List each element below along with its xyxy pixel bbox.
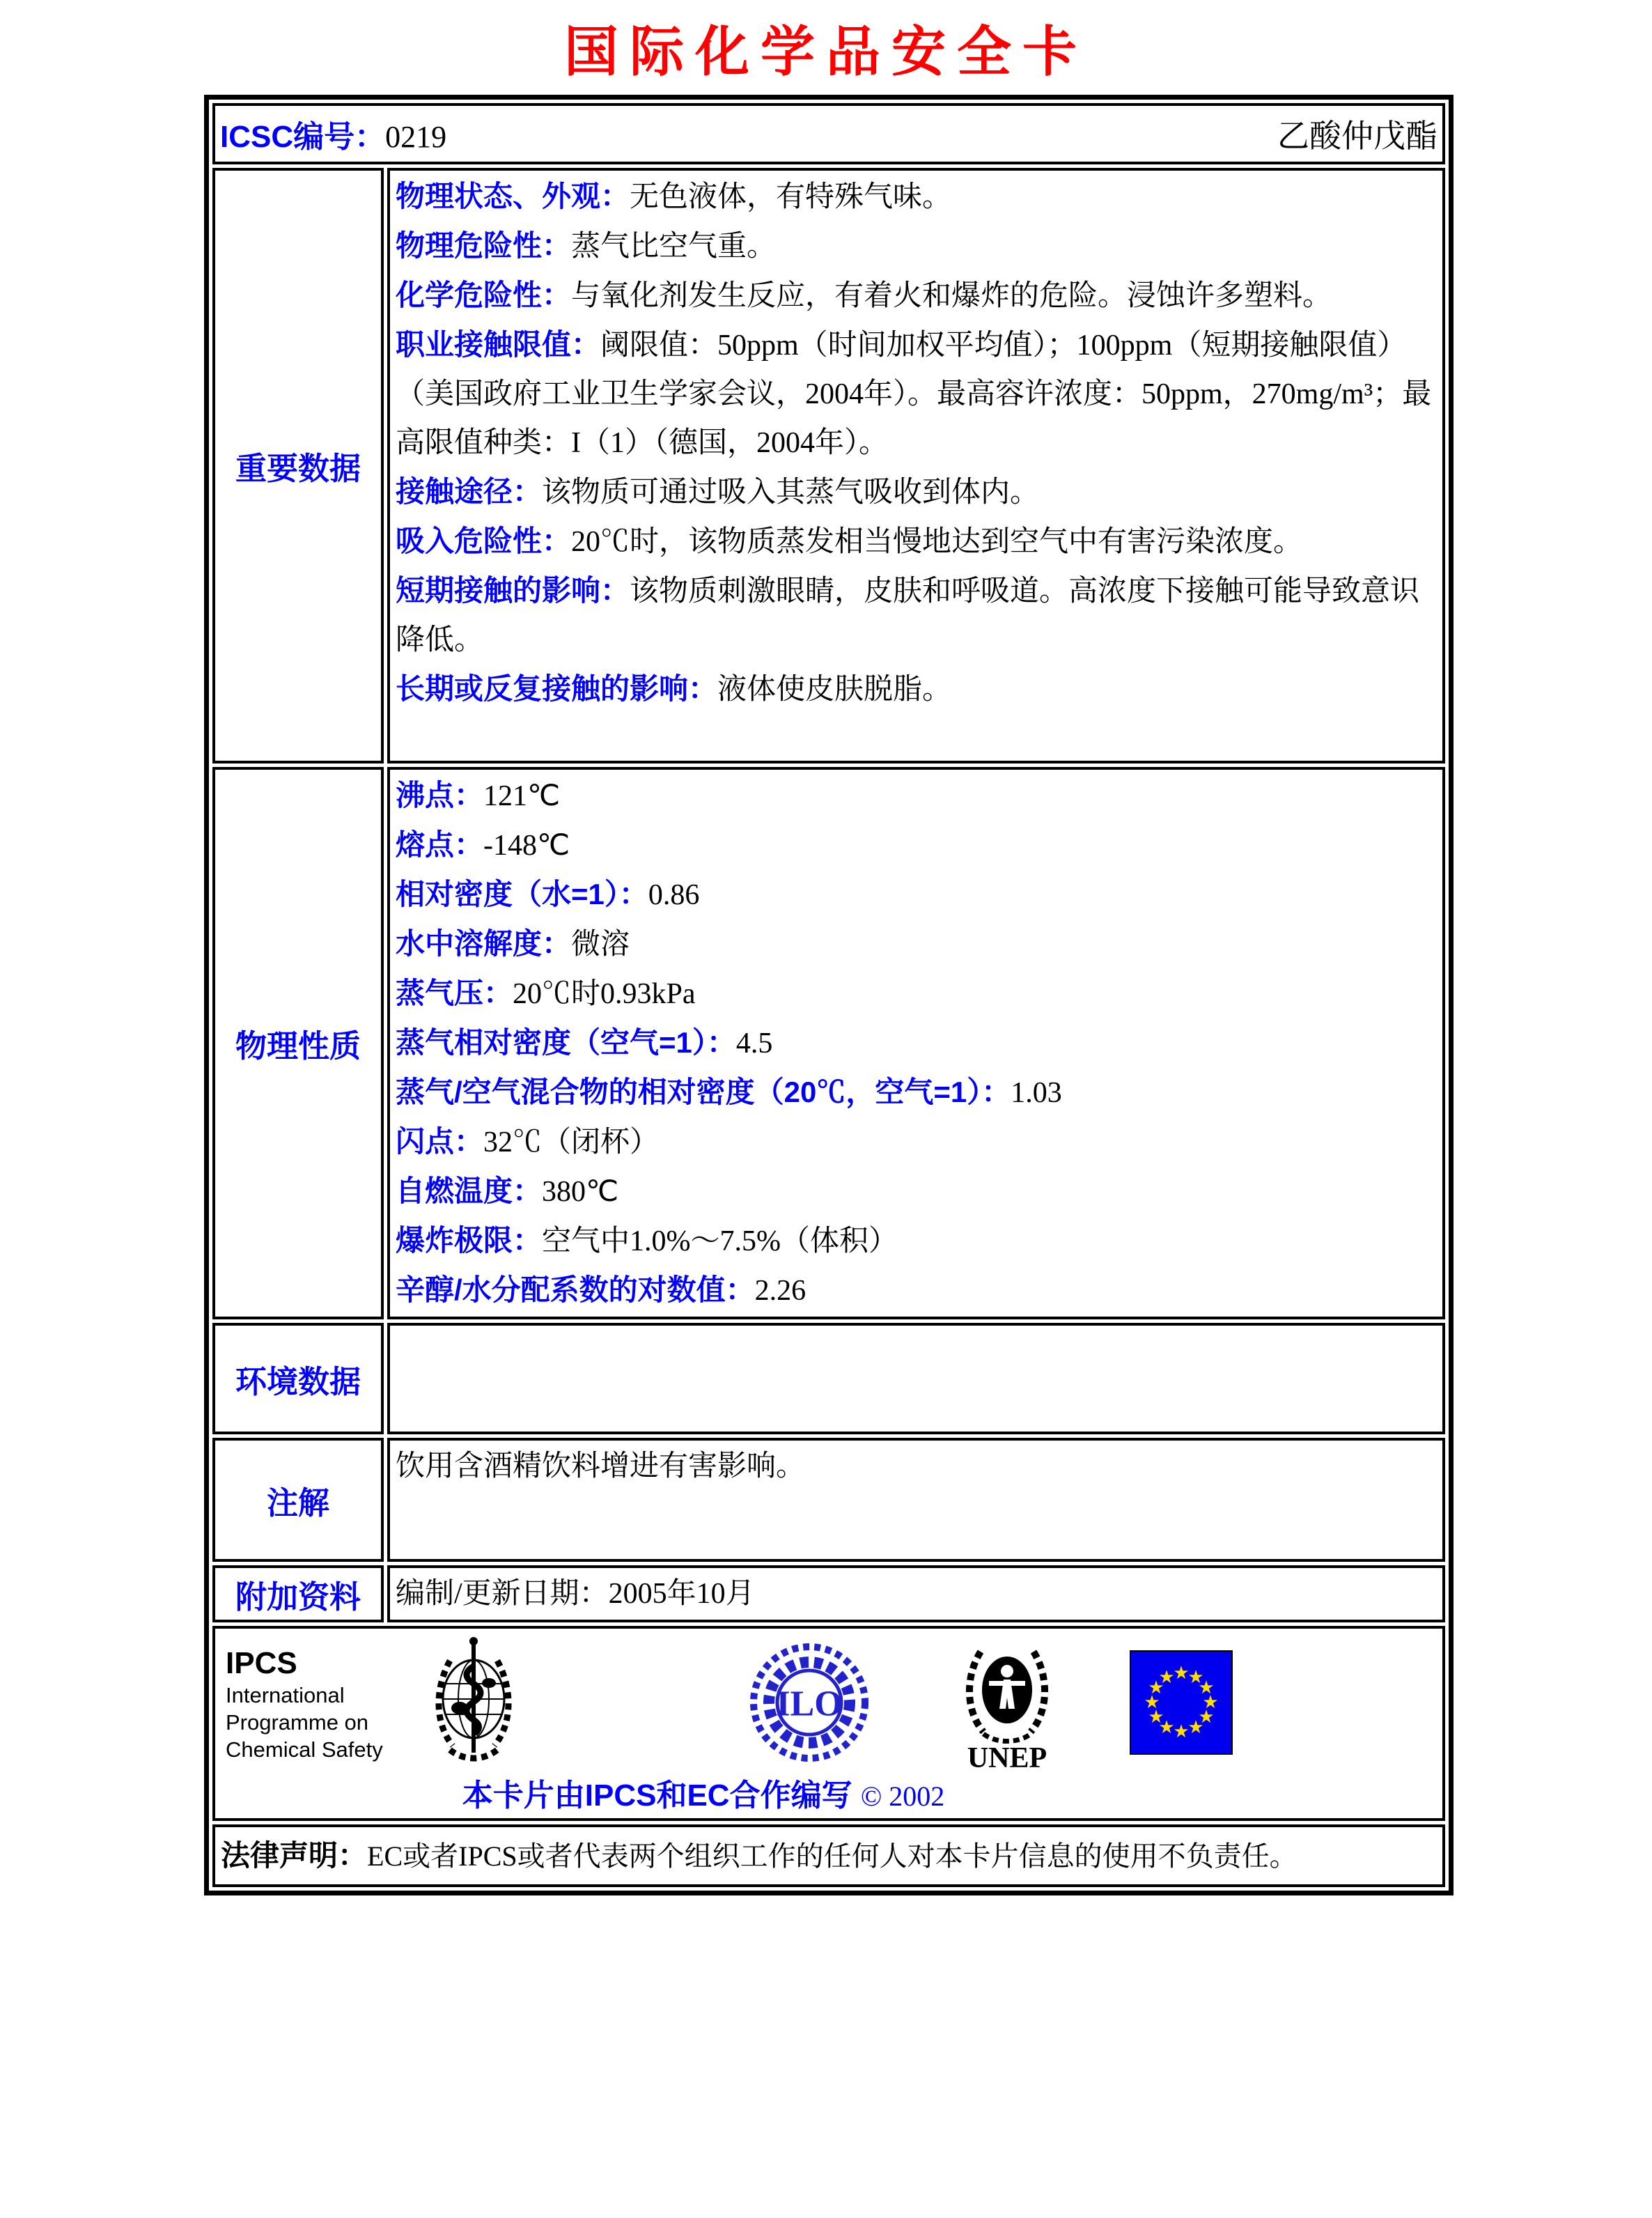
additional-info-text: 编制/更新日期：2005年10月 [396,1578,755,1610]
item-label: 长期或反复接触的影响： [396,672,718,705]
important-data-content [387,168,1445,763]
physical-properties-content [387,767,1445,1319]
chemical-name: 乙酸仲戊酯 [1277,118,1437,154]
list-item [396,870,1437,920]
list-item [396,1068,1437,1117]
ipcs-title: IPCS [226,1646,297,1680]
unep-logo-text: UNEP [967,1742,1047,1774]
icsc-number-value: 0219 [385,120,447,154]
list-item [396,271,1437,320]
legal-label: 法律声明： [221,1838,368,1872]
svg-text:★: ★ [1148,1707,1164,1728]
list-item [396,1117,1437,1167]
item-text: 4.5 [735,1027,773,1060]
row-label-physical-properties: 物理性质 [212,767,384,1319]
ipcs-subtitle-line: International [226,1683,345,1707]
item-label: 爆炸极限： [396,1224,543,1257]
ilo-logo-icon [748,1641,871,1767]
icsc-number-group [220,111,446,156]
item-label: 物理状态、外观： [396,180,630,212]
item-label: 化学危险性： [396,279,572,311]
item-text: 1.03 [1011,1077,1062,1109]
list-item [396,467,1437,517]
list-item [396,566,1437,665]
item-label: 蒸气相对密度（空气=1）： [396,1026,736,1059]
list-item [396,1167,1437,1216]
svg-text:★: ★ [1173,1721,1190,1742]
item-text: 液体使皮肤脱脂。 [717,674,952,706]
list-item [396,665,1437,714]
notes-content [387,1438,1445,1562]
list-item [396,172,1437,222]
item-text: 该物质可通过吸入其蒸气吸收到体内。 [542,476,1040,509]
item-text: 阈限值：50ppm（时间加权平均值）；100ppm（短期接触限值）（美国政府工业卫生学家会议，2004年）。最高容许浓度：50ppm，270mg/m³；最高限值种类：I（1）（德国，2004年）。 [396,329,1432,459]
svg-text:★: ★ [1148,1677,1164,1698]
ipcs-subtitle-line: Chemical Safety [226,1737,383,1762]
item-label: 熔点： [396,828,484,861]
unep-logo-icon [960,1631,1054,1778]
item-label: 闪点： [396,1125,484,1158]
icsc-number-label: ICSC编号： [220,120,386,154]
item-label: 物理危险性： [396,229,572,262]
item-text: 20℃时，该物质蒸发相当慢地达到空气中有害污染浓度。 [571,526,1303,558]
list-item [396,771,1437,821]
legal-text: EC或者IPCS或者代表两个组织工作的任何人对本卡片信息的使用不负责任。 [367,1840,1298,1872]
item-label: 蒸气压： [396,977,513,1009]
item-label: 接触途径： [396,475,543,508]
item-text: 与氧化剂发生反应，有着火和爆炸的危险。浸蚀许多塑料。 [571,280,1332,312]
row-label-important-data: 重要数据 [212,168,384,763]
item-text: 空气中1.0%～7.5%（体积） [542,1225,898,1257]
list-item [396,1018,1437,1068]
list-item [396,821,1437,870]
eu-flag-icon [1130,1650,1233,1758]
legal-row [212,1824,1445,1887]
item-text: 该物质刺激眼睛，皮肤和呼吸道。高浓度下接触可能导致意识降低。 [396,575,1420,656]
svg-text:★: ★ [1158,1717,1175,1738]
item-label: 短期接触的影响： [396,574,630,607]
notes-text: 饮用含酒精饮料增进有害影响。 [396,1450,806,1482]
svg-text:★: ★ [1158,1667,1175,1688]
item-text: 32℃（闭杯） [483,1126,660,1158]
list-item [396,969,1437,1018]
item-label: 水中溶解度： [396,927,572,960]
item-label: 自燃温度： [396,1174,543,1207]
item-text: 无色液体，有特殊气味。 [630,181,952,213]
list-item [396,920,1437,969]
environmental-data-content [387,1323,1445,1434]
svg-text:★: ★ [1198,1677,1215,1698]
item-label: 职业接触限值： [396,328,601,361]
row-label-notes: 注解 [212,1438,384,1562]
footer-caption [212,1777,1442,1815]
additional-info-content [387,1565,1445,1622]
item-text: 380℃ [542,1176,619,1208]
item-label: 辛醇/水分配系数的对数值： [396,1273,755,1306]
item-text: 0.86 [648,879,700,911]
row-label-additional-info: 附加资料 [212,1565,384,1622]
svg-text:★: ★ [1173,1663,1190,1684]
item-label: 吸入危险性： [396,525,572,557]
item-label: 沸点： [396,779,484,812]
copyright-text: © 2002 [860,1780,945,1812]
page-title: 国际化学品安全卡 [563,22,1088,82]
list-item [396,517,1437,566]
item-text: -148℃ [483,830,570,862]
item-text: 蒸气比空气重。 [571,231,777,263]
item-label: 相对密度（水=1）： [396,878,648,910]
footer-caption-text: 本卡片由IPCS和EC合作编写 [462,1778,852,1813]
header-row [212,103,1445,164]
svg-text:★: ★ [1187,1717,1204,1738]
logos-row [212,1626,1445,1821]
ipcs-subtitle-line: Programme on [226,1710,369,1735]
ilo-logo-text: ILO [776,1684,843,1724]
item-text: 121℃ [483,780,561,812]
item-label: 蒸气/空气混合物的相对密度（20℃，空气=1）： [396,1076,1011,1108]
list-item [396,320,1437,467]
svg-text:★: ★ [1202,1692,1219,1713]
list-item [396,222,1437,271]
item-text: 20℃时0.93kPa [513,978,696,1010]
ipcs-text-block [226,1645,386,1763]
icsc-table [204,95,1454,1895]
row-label-environmental-data: 环境数据 [212,1323,384,1434]
list-item [396,1216,1437,1266]
who-logo-icon [429,1633,518,1776]
item-text: 2.26 [754,1275,806,1307]
svg-text:★: ★ [1198,1707,1215,1728]
list-item [396,1266,1437,1315]
svg-text:★: ★ [1187,1667,1204,1688]
svg-text:★: ★ [1144,1692,1160,1713]
item-text: 微溶 [571,929,630,961]
